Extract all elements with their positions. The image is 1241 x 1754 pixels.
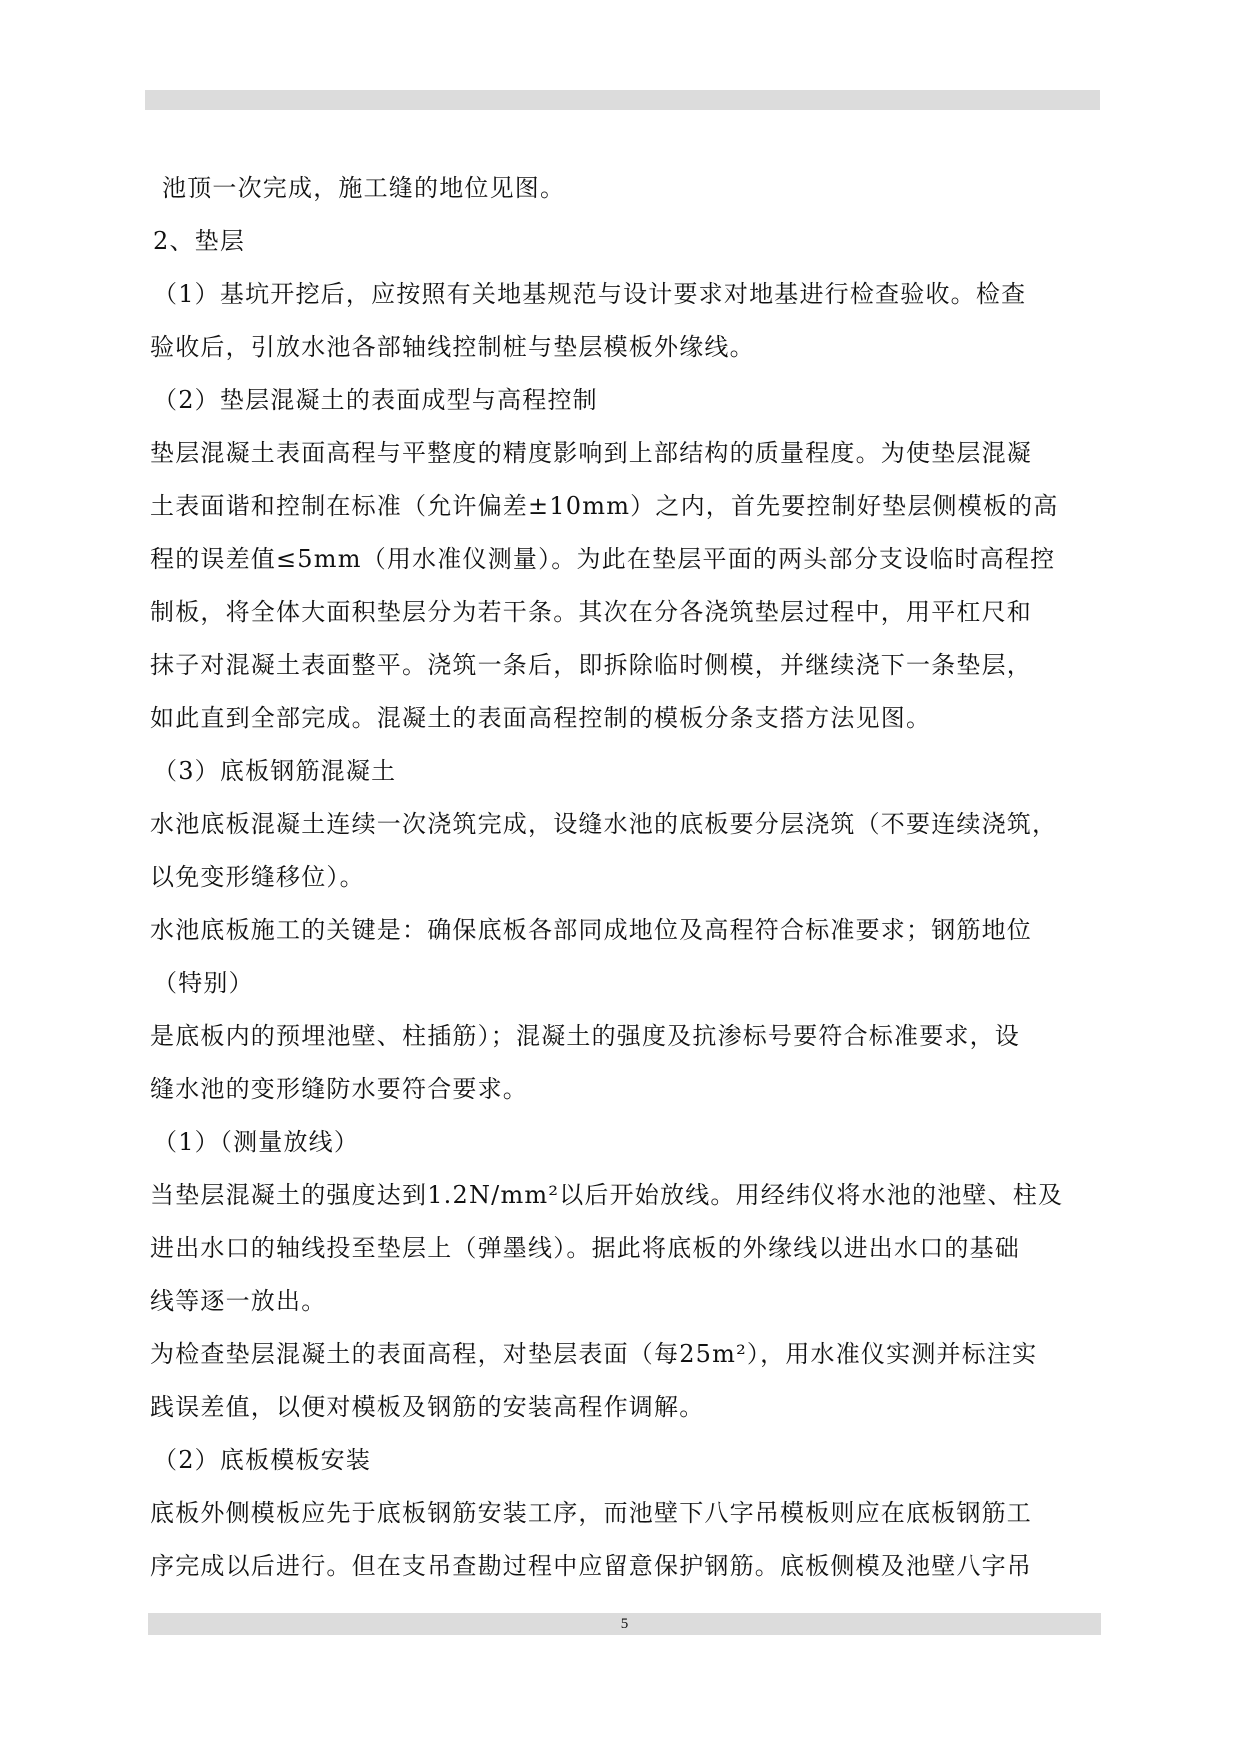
footer-bar <box>148 1613 1101 1635</box>
page-number: 5 <box>620 1616 629 1632</box>
text-line: 制板，将全体大面积垫层分为若干条。其次在分各浇筑垫层过程中，用平杠尺和 <box>150 598 1032 626</box>
text-line: 以免变形缝移位）。 <box>150 863 365 891</box>
subsection-heading: （2）底板模板安装 <box>153 1446 372 1474</box>
text-line: 验收后，引放水池各部轴线控制桩与垫层模板外缘线。 <box>150 333 755 361</box>
subsection-heading: （3）底板钢筋混凝土 <box>153 757 397 785</box>
text-line: 抹子对混凝土表面整平。浇筑一条后，即拆除临时侧模，并继续浇下一条垫层， <box>150 651 1032 679</box>
section-heading: 2、垫层 <box>153 227 246 255</box>
text-line: 缝水池的变形缝防水要符合要求。 <box>150 1075 528 1103</box>
text-line: （1）基坑开挖后，应按照有关地基规范与设计要求对地基进行检查验收。检查 <box>153 280 1027 308</box>
text-line: 进出水口的轴线投至垫层上（弹墨线）。据此将底板的外缘线以进出水口的基础 <box>150 1234 1020 1262</box>
text-line: （特别） <box>153 969 254 997</box>
text-line: 如此直到全部完成。混凝土的表面高程控制的模板分条支搭方法见图。 <box>150 704 932 732</box>
subsection-heading: （1）（测量放线） <box>153 1128 360 1156</box>
text-line: 当垫层混凝土的强度达到1.2N/mm²以后开始放线。用经纬仪将水池的池壁、柱及 <box>150 1181 1064 1209</box>
page-body <box>150 162 1100 1593</box>
text-line: 序完成以后进行。但在支吊查勘过程中应留意保护钢筋。底板侧模及池壁八字吊 <box>150 1552 1032 1580</box>
text-line: 水池底板混凝土连续一次浇筑完成，设缝水池的底板要分层浇筑（不要连续浇筑， <box>150 810 1058 838</box>
text-line: 是底板内的预埋池壁、柱插筋）；混凝土的强度及抗渗标号要符合标准要求，设 <box>150 1022 1020 1050</box>
text-line: 水池底板施工的关键是：确保底板各部同成地位及高程符合标准要求；钢筋地位 <box>150 916 1032 944</box>
text-line: 土表面谐和控制在标准（允许偏差±10mm）之内，首先要控制好垫层侧模板的高 <box>150 492 1059 520</box>
text-line: 践误差值，以便对模板及钢筋的安装高程作调解。 <box>150 1393 705 1421</box>
text-line: 垫层混凝土表面高程与平整度的精度影响到上部结构的质量程度。为使垫层混凝 <box>150 439 1032 467</box>
text-line: 线等逐一放出。 <box>150 1287 327 1315</box>
header-bar <box>145 90 1100 110</box>
subsection-heading: （2）垫层混凝土的表面成型与高程控制 <box>153 386 598 414</box>
text-line: 为检查垫层混凝土的表面高程，对垫层表面（每25m²），用水准仪实测并标注实 <box>150 1340 1038 1368</box>
text-line: 底板外侧模板应先于底板钢筋安装工序，而池壁下八字吊模板则应在底板钢筋工 <box>150 1499 1032 1527</box>
text-line: 程的误差值≤5mm（用水准仪测量）。为此在垫层平面的两头部分支设临时高程控 <box>150 545 1056 573</box>
text-line: 池顶一次完成，施工缝的地位见图。 <box>162 174 566 202</box>
